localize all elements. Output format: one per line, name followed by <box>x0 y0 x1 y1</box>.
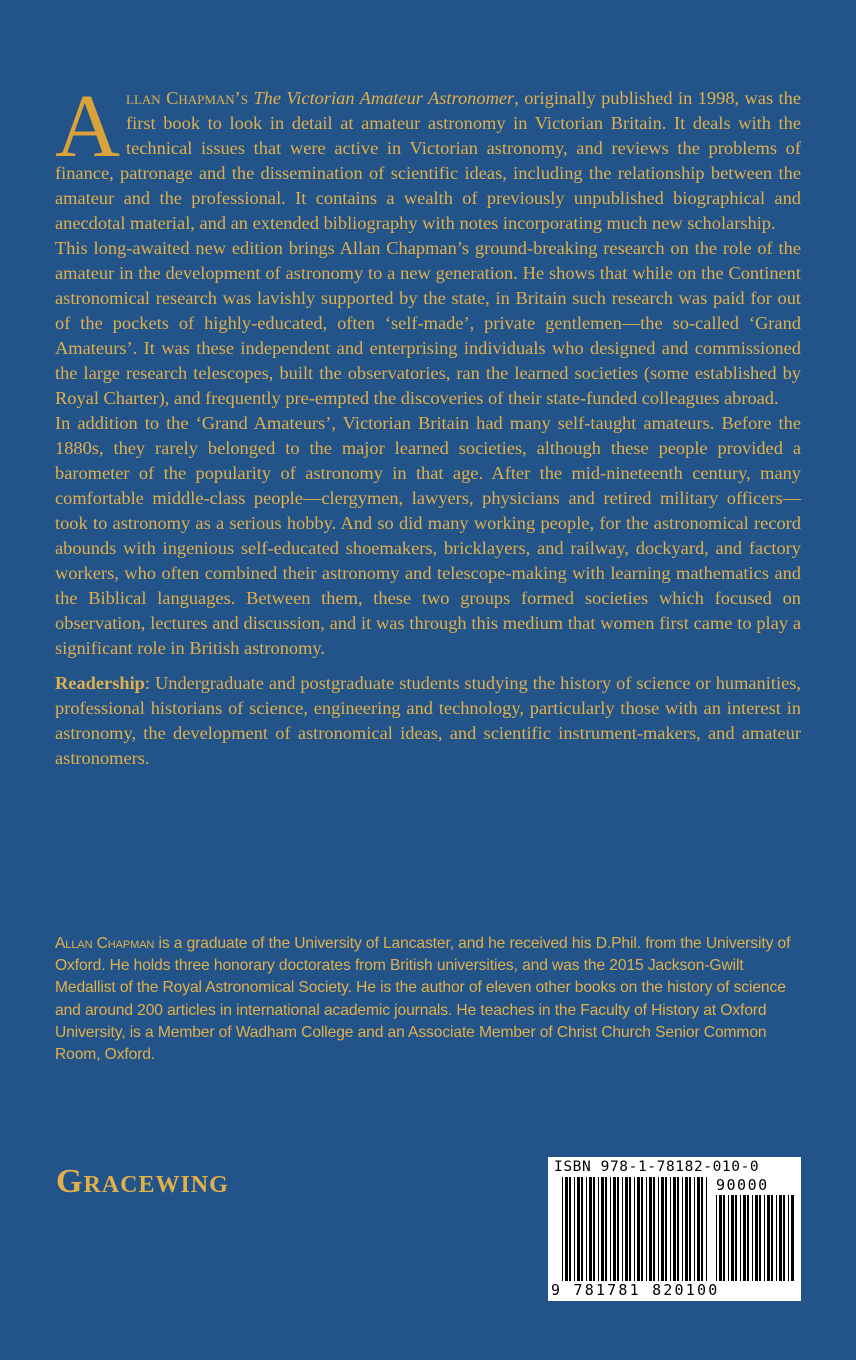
barcode-bar <box>629 1177 631 1281</box>
barcode-bar <box>641 1177 643 1281</box>
barcode-bar <box>593 1177 595 1281</box>
barcode-bar <box>743 1195 746 1281</box>
barcode-bar <box>767 1195 770 1281</box>
barcode-bar <box>735 1195 737 1281</box>
barcode-bar <box>581 1177 583 1281</box>
barcode-bar <box>617 1177 619 1281</box>
barcode-bar <box>759 1195 761 1281</box>
barcode-bar <box>697 1177 700 1281</box>
barcode-bar <box>605 1177 607 1281</box>
barcode-bar <box>728 1195 729 1281</box>
barcode-bar <box>723 1195 725 1281</box>
author-bio <box>55 933 801 1066</box>
barcode-bar <box>731 1195 734 1281</box>
barcode-bar <box>716 1195 717 1281</box>
barcode-bar <box>589 1177 592 1281</box>
barcode-bar <box>598 1177 599 1281</box>
author-bio-paragraph <box>55 933 801 1066</box>
blurb-paragraph-3: In addition to the ‘Grand Amateurs’, Victorian Britain had many self-taught amateurs. Before the 1880s, they rarely belonged to the major learned societies, although these people provided a barometer of the popularity of astronomy in that age. After the mid-nineteenth century, many comfortable middle-class people—clergymen, lawyers, physicians and retired military officers—took to astronomy as a serious hobby. And so did many working people, for the astronomical record abounds with ingenious self-educated shoemakers, bricklayers, and railway, dockyard, and factory workers, who often combined their astronomy and telescope-making with learning mathematics and the Biblical languages. Between them, these two groups formed societies which focused on observation, lectures and discussion, and it was through this medium that women first came to play a significant role in British astronomy. <box>55 413 801 658</box>
blurb-paragraph-1-text: , originally published in 1998, was the first book to look in detail at amateur astronomy in Victorian Britain. It deals with the technical issues that were active in Victorian astronomy, and reviews the problems of finance, patronage and the dissemination of scientific ideas, including the relationship between the amateur and the professional. It contains a wealth of previously unpublished biographical and anecdotal material, and an extended bibliography with notes incorporating much new scholarship. <box>55 88 801 233</box>
barcode-bar <box>682 1177 683 1281</box>
readership-text: : Undergraduate and postgraduate students studying the history of science or humanities, professional historians of science, engineering and technology, particularly those with an interest in astronomy, the development of astronomical ideas, and scientific instrument-makers, and amateur astronomers. <box>55 673 801 768</box>
barcode-bar <box>752 1195 753 1281</box>
ean-digits: 9 781781 820100 <box>551 1281 720 1299</box>
barcode-bar <box>577 1177 580 1281</box>
bio-text: is a graduate of the University of Lancaster, and he received his D.Phil. from the University of Oxford. He holds three honorary doctorates from British universities, and was the 2015 Jackson-Gwilt Medallist of the Royal Astronomical Society. He is the author of eleven other books on the history of science and around 200 articles in international academic journals. He teaches in the Faculty of History at Oxford University, is a Member of Wadham College and an Associate Member of Christ Church Senior Common Room, Oxford. <box>55 935 791 1064</box>
bio-author-name: Allan Chapman <box>55 935 155 952</box>
barcode-bar <box>658 1177 659 1281</box>
barcode-bar <box>701 1177 703 1281</box>
barcode-bar <box>661 1177 664 1281</box>
barcode-bar <box>653 1177 655 1281</box>
barcode-bar <box>634 1177 635 1281</box>
drop-cap: A <box>55 77 120 176</box>
barcode-bar <box>677 1177 679 1281</box>
barcode-bar <box>574 1177 575 1281</box>
barcode-bar <box>755 1195 758 1281</box>
barcode-bar <box>719 1195 722 1281</box>
barcode-bar <box>740 1195 741 1281</box>
barcode-bar <box>747 1195 749 1281</box>
barcode-bar <box>613 1177 616 1281</box>
barcode-bar <box>601 1177 604 1281</box>
barcode-bar <box>673 1177 676 1281</box>
barcode-bar <box>764 1195 765 1281</box>
barcode-bar <box>791 1195 794 1281</box>
barcode-bar <box>610 1177 611 1281</box>
barcode-bar <box>622 1177 623 1281</box>
readership-paragraph <box>55 671 801 771</box>
barcode-bar <box>637 1177 640 1281</box>
barcode-bar <box>649 1177 652 1281</box>
barcode-bar <box>670 1177 671 1281</box>
publisher-logo: Gracewing <box>56 1163 229 1200</box>
barcode-bar <box>694 1177 695 1281</box>
barcode-bar <box>646 1177 647 1281</box>
barcode-bar <box>706 1177 707 1281</box>
book-title: The Victorian Amateur Astronomer <box>253 88 515 108</box>
barcode-bar <box>771 1195 773 1281</box>
barcode-bar <box>783 1195 785 1281</box>
price-addon-digits: 90000 <box>716 1176 769 1194</box>
barcode-bar <box>779 1195 782 1281</box>
barcode-bar <box>586 1177 587 1281</box>
barcode-bar <box>665 1177 667 1281</box>
isbn-label: ISBN 978-1-78182-010-0 <box>554 1159 760 1175</box>
barcode-bar <box>685 1177 688 1281</box>
barcode-bar <box>689 1177 691 1281</box>
barcode-bar <box>788 1195 789 1281</box>
blurb <box>55 77 801 771</box>
blurb-paragraph-1 <box>55 77 801 236</box>
barcode-bar <box>565 1177 568 1281</box>
barcode-bar <box>562 1177 563 1281</box>
isbn-barcode <box>548 1157 801 1301</box>
blurb-paragraph-2: This long-awaited new edition brings Allan Chapman’s ground-breaking research on the role of the amateur in the development of astronomy to a new generation. He shows that while on the Continent astronomical research was lavishly supported by the state, in Britain such research was paid for out of the pockets of highly-educated, often ‘self-made’, private gentlemen—the so-called ‘Grand Amateurs’. It was these independent and enterprising individuals who designed and commissioned the large research telescopes, built the observatories, ran the learned societies (some established by Royal Charter), and frequently pre-empted the discoveries of their state-funded colleagues abroad. <box>55 238 801 408</box>
barcode-bar <box>569 1177 571 1281</box>
readership-label: Readership <box>55 673 145 693</box>
barcode-bar <box>625 1177 628 1281</box>
author-name: llan Chapman’s <box>126 88 249 108</box>
barcode-bar <box>776 1195 777 1281</box>
